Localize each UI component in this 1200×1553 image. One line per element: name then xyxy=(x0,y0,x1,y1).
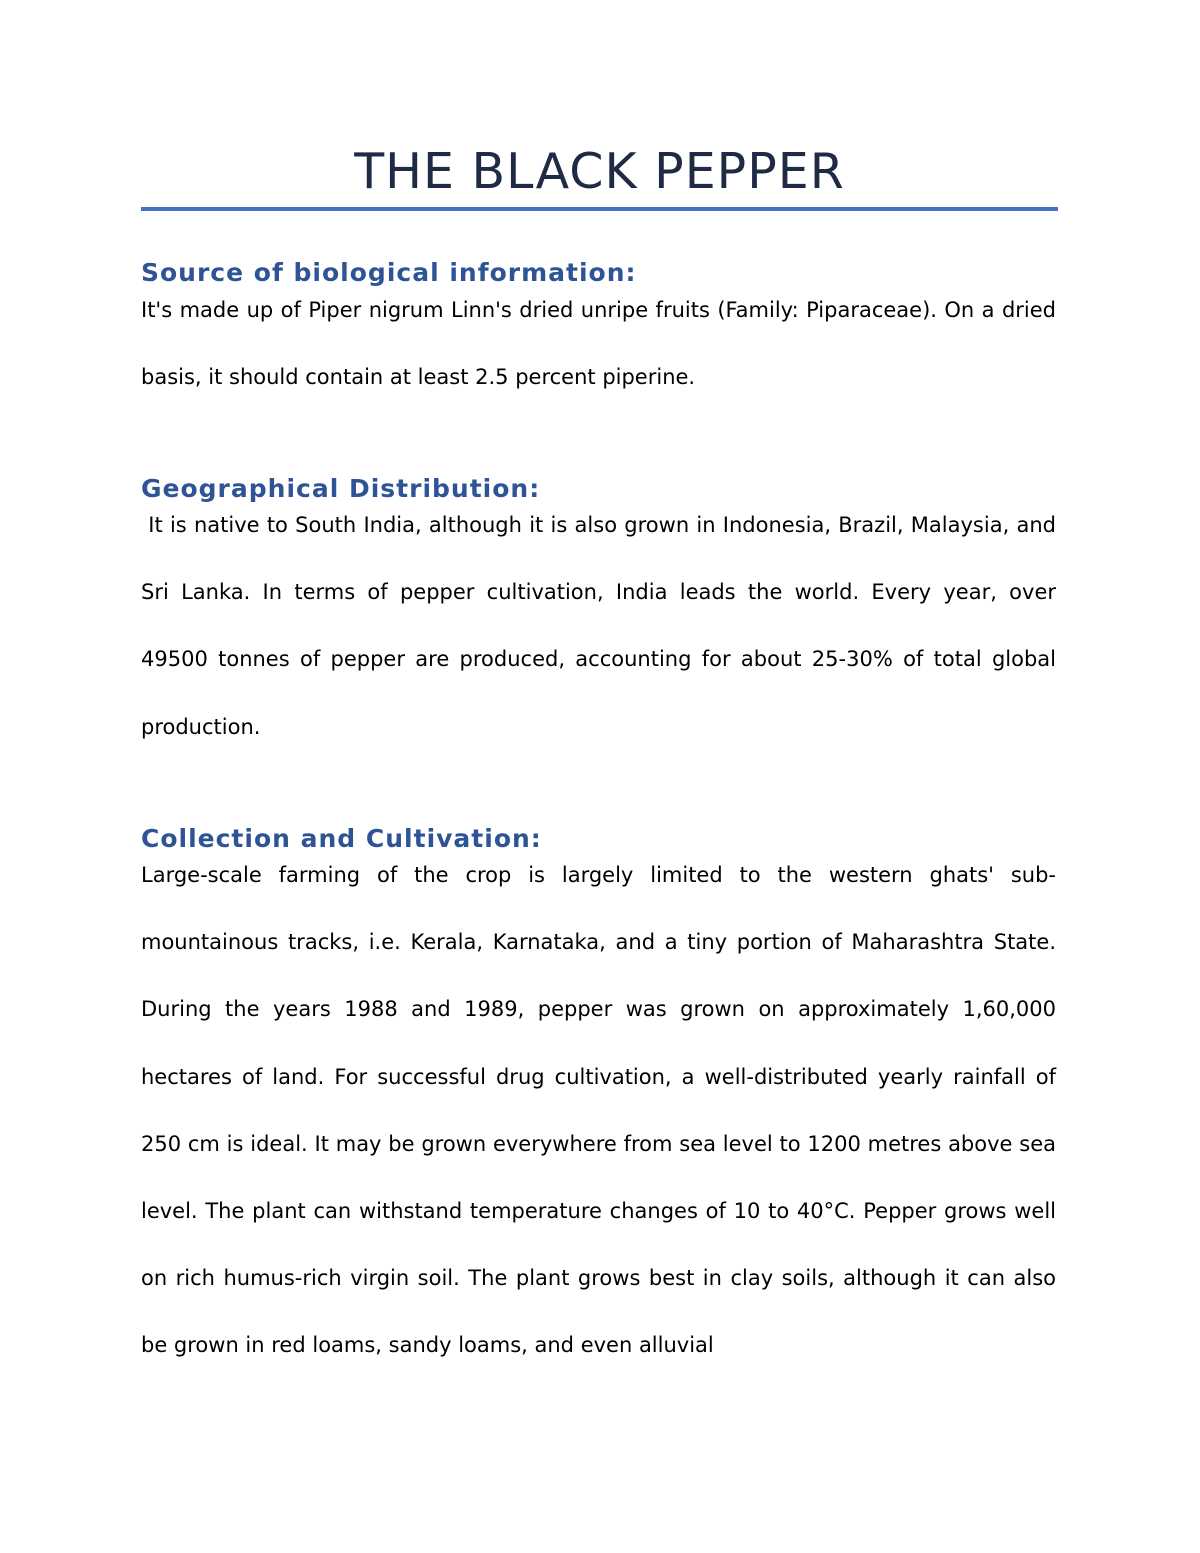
section-body-source: It's made up of Piper nigrum Linn's dried unripe fruits (Family: Piparaceae). On a dried basis, it should contain at least 2.5 percent piperine. xyxy=(141,298,1056,390)
section-heading-geography: Geographical Distribution: xyxy=(141,474,541,503)
section-body-geography xyxy=(141,492,1056,761)
section-body-cultivation: Large-scale farming of the crop is largely limited to the western ghats' sub-mountainous tracks, i.e. Kerala, Karnataka, and a tiny portion of Maharashtra State. During the years 1988 and 1989, pepper was grown on approximately 1,60,000 hectares of land. For successful drug cultivation, a well-distributed yearly rainfall of 250 cm is ideal. It may be grown everywhere from sea level to 1200 metres above sea level. The plant can withstand temperature changes of 10 to 40°C. Pepper grows well on rich humus-rich virgin soil. The plant grows best in clay soils, although it can also be grown in red loams, sandy loams, and even alluvial xyxy=(141,863,1056,1358)
document-title: THE BLACK PEPPER xyxy=(354,143,845,200)
section-heading-cultivation: Collection and Cultivation: xyxy=(141,824,542,853)
section-body-geography-text: It is native to South India, although it is also grown in Indonesia, Brazil, Malaysia, and Sri Lanka. In terms of pepper cultivation, India leads the world. Every year, over 49500 tonnes of pepper are produced, accounting for about 25-30% of total global production. xyxy=(141,513,1056,739)
section-heading-source: Source of biological information: xyxy=(141,258,637,287)
title-underline xyxy=(141,207,1058,211)
